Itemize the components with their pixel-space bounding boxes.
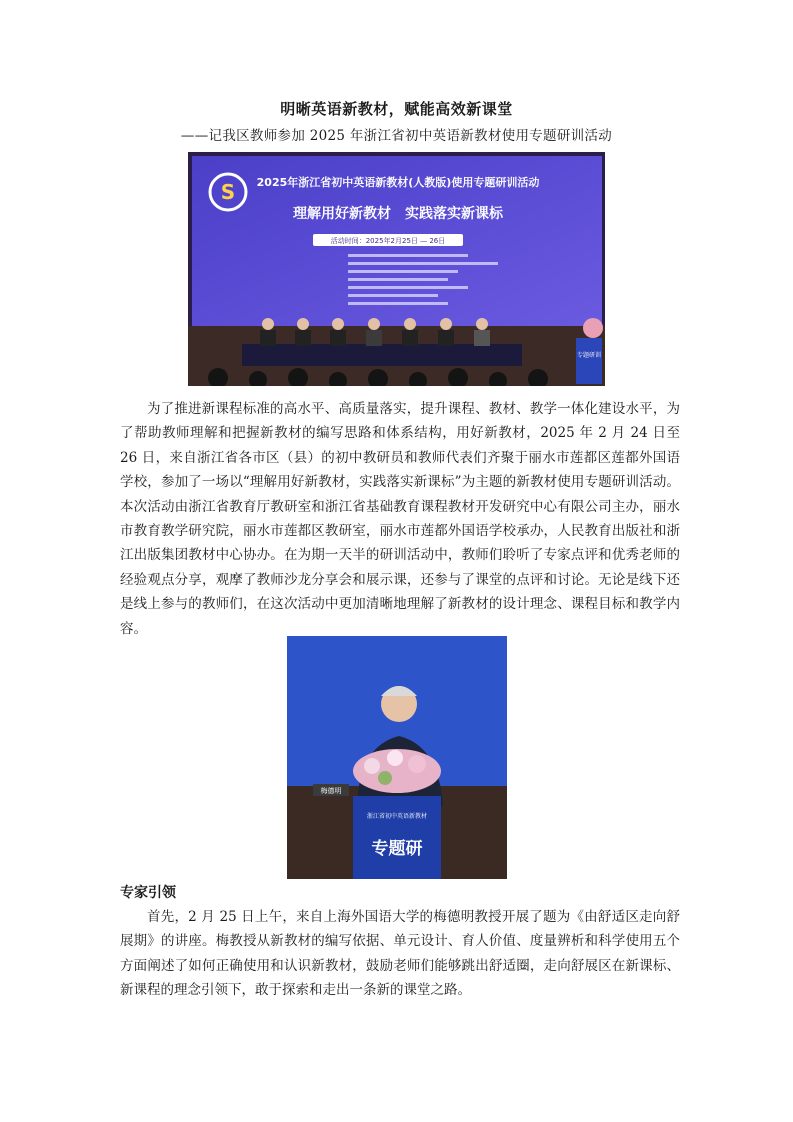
logo-text: S: [220, 180, 236, 204]
screen-title: 2025年浙江省初中英语新教材(人教版)使用专题研训活动: [256, 176, 540, 189]
podium-big-text: 专题研: [371, 839, 423, 859]
screen-slogan: 理解用好新教材 实践落实新课标: [293, 206, 503, 222]
article-title: 明晰英语新教材，赋能高效新课堂: [280, 100, 513, 118]
side-banner-text: 专题研训: [576, 352, 602, 359]
article-subtitle: ——记我区教师参加 2025 年浙江省初中英语新教材使用专题研训活动: [180, 128, 613, 144]
flower-icon: [583, 318, 603, 338]
conference-photo-art: [188, 152, 605, 386]
name-card-text: 梅德明: [320, 787, 342, 795]
head-table: [242, 344, 522, 366]
screen-date: 活动时间：2025年2月25日 — 26日: [330, 237, 446, 245]
side-banner: [576, 338, 602, 384]
podium: [353, 796, 441, 879]
speaker-photo-art: [287, 636, 507, 879]
podium-label: 浙江省初中英语新教材: [366, 813, 428, 820]
intro-paragraph: 为了推进新课程标准的高水平、高质量落实，提升课程、教材、教学一体化建设水平，为了帮助教师理解和把握新教材的编写思路和体系结构，用好新教材，2025 年 2 月 24 日至 26 日，来自浙江省各市区（县）的初中教研员和教师代表们齐聚于丽水市莲都区莲都外国语学校，参加了一场以“理解用好新教材，实践落实新课标”为主题的新教材使用专题研训活动。本次活动由浙江省教育厅教研室和浙江省基础教育课程教材开发研究中心有限公司主办，丽水市教育教学研究院，丽水市莲都区教研室，丽水市莲都外国语学校承办，人民教育出版社和浙江出版集团教材中心协办。在为期一天半的研训活动中，教师们聆听了专家点评和优秀老师的经验观点分享，观摩了教师沙龙分享会和展示课，还参与了课堂的点评和讨论。无论是线下还是线上参与的教师们，在这次活动中更加清晰地理解了新教材的设计理念、课程目标和教学内容。: [120, 401, 680, 637]
speaker-photo: [287, 636, 507, 879]
section-heading: 专家引领: [120, 885, 176, 901]
conference-photo: [188, 152, 605, 386]
expert-paragraph: 首先，2 月 25 日上午，来自上海外国语大学的梅德明教授开展了题为《由舒适区走向舒展期》的讲座。梅教授从新教材的编写依据、单元设计、育人价值、度量辨析和科学使用五个方面阐述了如何正确使用和认识新教材，鼓励老师们能够跳出舒适圈，走向舒展区在新课标、新课程的理念引领下，敢于探索和走出一条新的课堂之路。: [120, 909, 680, 999]
